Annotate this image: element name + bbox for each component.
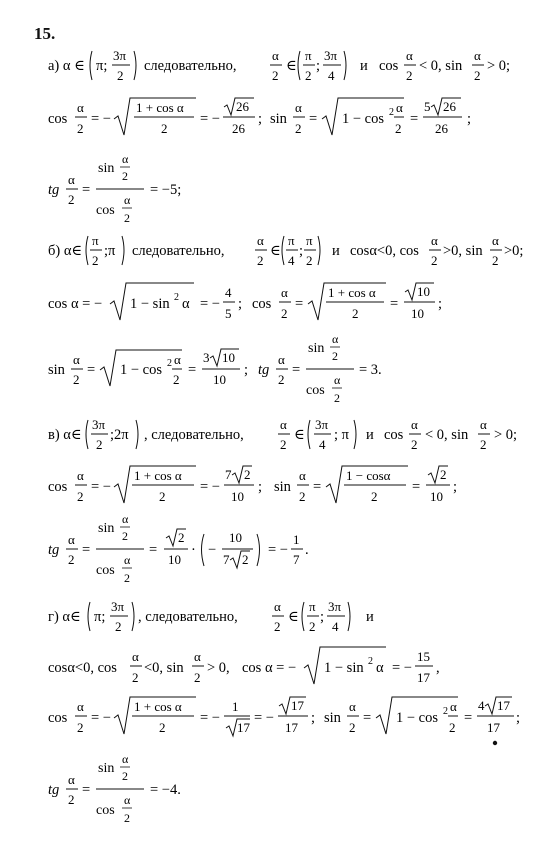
svg-text:α: α [272, 48, 279, 63]
svg-text:∈: ∈ [288, 609, 299, 625]
svg-text:cosα<0, cos: cosα<0, cos [350, 243, 419, 259]
svg-text:10: 10 [168, 552, 181, 567]
svg-text:;: ; [258, 111, 263, 127]
svg-text:, следовательно,: , следовательно, [138, 609, 238, 625]
svg-text:2: 2 [159, 720, 166, 735]
math [48, 228, 524, 274]
svg-text:2: 2 [77, 489, 84, 504]
part-a-line-3 [0, 152, 550, 228]
svg-text:∈: ∈ [294, 427, 305, 443]
svg-text:и: и [360, 58, 368, 74]
svg-text:5: 5 [424, 99, 431, 114]
svg-text:<0, sin: <0, sin [144, 660, 184, 676]
svg-text:7: 7 [225, 467, 232, 482]
svg-text:π;: π; [96, 58, 108, 74]
svg-text:следовательно,: следовательно, [144, 58, 237, 74]
svg-text:2: 2 [272, 68, 279, 83]
svg-text:2: 2 [178, 530, 185, 545]
svg-text:1 − cos: 1 − cos [342, 111, 385, 127]
svg-text:2: 2 [68, 552, 75, 567]
svg-text:1 + cos α: 1 + cos α [328, 285, 376, 300]
svg-text:3π: 3π [92, 417, 106, 432]
svg-text:, следовательно,: , следовательно, [144, 427, 244, 443]
svg-text:2: 2 [443, 706, 448, 717]
svg-text:4: 4 [328, 68, 335, 83]
svg-text:26: 26 [435, 121, 448, 136]
svg-text:>0, sin: >0, sin [443, 243, 483, 259]
svg-text:;: ; [311, 710, 316, 726]
svg-text:2: 2 [431, 253, 438, 268]
part-v-line-3 [0, 512, 550, 588]
svg-text:3π: 3π [324, 48, 338, 63]
svg-text:2: 2 [406, 68, 413, 83]
svg-text:1 + cos α: 1 + cos α [136, 100, 184, 115]
svg-text:2: 2 [389, 107, 394, 118]
svg-text:α: α [182, 296, 190, 312]
svg-text:sin: sin [274, 479, 291, 495]
problem-number: 15. [34, 24, 56, 43]
svg-text:2: 2 [77, 121, 84, 136]
svg-text:α: α [278, 352, 285, 367]
svg-text:2: 2 [132, 670, 139, 685]
svg-text:α: α [77, 468, 84, 483]
svg-text:;: ; [316, 58, 321, 74]
svg-text:π: π [92, 233, 99, 248]
svg-text:α: α [332, 332, 339, 346]
svg-text:26: 26 [236, 99, 249, 114]
svg-text:> 0;: > 0; [494, 427, 518, 443]
svg-text:2: 2 [122, 169, 128, 183]
svg-text:=: = [295, 296, 304, 312]
svg-text:1 − sin: 1 − sin [324, 660, 364, 676]
svg-text:=: = [464, 710, 473, 726]
svg-text:α: α [68, 172, 75, 187]
svg-text:10: 10 [213, 372, 226, 387]
svg-text:tg: tg [258, 362, 270, 378]
svg-text:;: ; [453, 479, 458, 495]
svg-text:2: 2 [124, 211, 130, 225]
math [48, 332, 388, 408]
part-b-line-2 [0, 280, 550, 326]
svg-text:10: 10 [222, 350, 235, 365]
svg-text:cosα<0, cos: cosα<0, cos [48, 660, 117, 676]
math [48, 594, 388, 640]
svg-text:2: 2 [274, 619, 281, 634]
svg-text:= −: = − [91, 479, 111, 495]
svg-text:2: 2 [161, 121, 168, 136]
svg-text:2: 2 [368, 656, 373, 667]
svg-text:sin: sin [98, 161, 115, 176]
svg-text:2: 2 [305, 68, 312, 83]
svg-text:1 − cos: 1 − cos [396, 710, 439, 726]
svg-text:sin: sin [324, 710, 341, 726]
svg-text:= −: = − [268, 542, 288, 558]
svg-text:.: . [305, 542, 309, 558]
svg-text:,: , [436, 660, 440, 676]
svg-text:2: 2 [115, 619, 122, 634]
svg-text:=: = [390, 296, 399, 312]
svg-text:=: = [82, 542, 91, 558]
part-g-line-3 [0, 694, 550, 750]
svg-text:α: α [299, 468, 306, 483]
svg-text:α: α [431, 233, 438, 248]
svg-text:=: = [87, 362, 96, 378]
svg-text:α: α [492, 233, 499, 248]
math [48, 512, 328, 588]
svg-text:4: 4 [332, 619, 339, 634]
svg-text:α: α [376, 660, 384, 676]
svg-text:;: ; [299, 243, 304, 259]
svg-text:2: 2 [411, 437, 418, 452]
svg-text:10: 10 [231, 489, 244, 504]
svg-text:π: π [309, 599, 316, 614]
svg-text:1 − cos: 1 − cos [120, 362, 163, 378]
svg-text:α: α [77, 699, 84, 714]
svg-text:2: 2 [280, 437, 287, 452]
svg-text:cos: cos [96, 203, 115, 218]
svg-text:cos: cos [252, 296, 272, 312]
svg-text:cos: cos [379, 58, 399, 74]
svg-text:26: 26 [232, 121, 245, 136]
svg-text:sin: sin [308, 341, 325, 356]
svg-text:> 0,: > 0, [207, 660, 230, 676]
part-g-line-4 [0, 752, 550, 828]
svg-text:< 0, sin: < 0, sin [425, 427, 469, 443]
svg-text:sin: sin [98, 521, 115, 536]
part-b-line-1 [0, 228, 550, 274]
svg-text:= −: = − [91, 710, 111, 726]
svg-text:2: 2 [334, 391, 340, 405]
svg-text:·: · [191, 542, 196, 558]
svg-text:10: 10 [411, 306, 424, 321]
svg-text:2: 2 [124, 571, 130, 585]
svg-text:1: 1 [232, 699, 239, 714]
svg-text:tg: tg [48, 182, 60, 198]
svg-text:sin: sin [270, 111, 287, 127]
svg-text:cos: cos [384, 427, 404, 443]
svg-text:следовательно,: следовательно, [132, 243, 225, 259]
svg-text:1: 1 [293, 532, 300, 547]
svg-text:2: 2 [194, 670, 201, 685]
svg-text:2: 2 [92, 253, 99, 268]
svg-text:4: 4 [319, 437, 326, 452]
svg-text:=: = [363, 710, 372, 726]
svg-text:α: α [77, 100, 84, 115]
svg-text:;: ; [467, 111, 472, 127]
svg-text:= −: = − [200, 710, 220, 726]
svg-text:α: α [194, 649, 201, 664]
svg-text:2: 2 [278, 372, 285, 387]
part-v-line-2 [0, 463, 550, 509]
svg-text:; π: ; π [334, 427, 349, 443]
svg-text:10: 10 [417, 284, 430, 299]
part-b-line-3 [0, 332, 550, 408]
svg-text:cos: cos [96, 803, 115, 818]
svg-text:а) α ∈: а) α ∈ [48, 58, 85, 74]
svg-text:2: 2 [73, 372, 80, 387]
svg-text:7: 7 [223, 552, 230, 567]
svg-text:2: 2 [474, 68, 481, 83]
svg-text:2: 2 [306, 253, 313, 268]
svg-text:sin: sin [98, 761, 115, 776]
svg-text:2: 2 [173, 372, 180, 387]
math [48, 412, 528, 458]
svg-text:;: ; [516, 710, 521, 726]
svg-text:10: 10 [430, 489, 443, 504]
svg-text:и: и [366, 609, 374, 625]
svg-text:> 0;: > 0; [487, 58, 511, 74]
svg-text:cos: cos [306, 383, 325, 398]
svg-text:2: 2 [257, 253, 264, 268]
svg-text:π: π [288, 233, 295, 248]
svg-text:4: 4 [478, 698, 485, 713]
svg-text:cos: cos [48, 710, 68, 726]
svg-text:2: 2 [480, 437, 487, 452]
svg-text:17: 17 [237, 720, 250, 735]
svg-text:α: α [68, 772, 75, 787]
svg-text:=: = [188, 362, 197, 378]
svg-text:α: α [295, 100, 302, 115]
part-a-line-2 [0, 95, 550, 141]
svg-text:3π: 3π [328, 599, 342, 614]
svg-text:2: 2 [122, 529, 128, 543]
svg-text:= −5;: = −5; [150, 182, 182, 198]
svg-text:2: 2 [299, 489, 306, 504]
part-a-line-1 [0, 43, 550, 87]
svg-text:α: α [73, 352, 80, 367]
svg-text:∈: ∈ [286, 58, 297, 74]
svg-text:2: 2 [96, 437, 103, 452]
svg-text:3π: 3π [113, 48, 127, 63]
svg-text:= −: = − [392, 660, 412, 676]
math [48, 152, 248, 228]
svg-text:10: 10 [229, 530, 242, 545]
part-g-line-2 [0, 644, 550, 690]
svg-text:;: ; [244, 362, 249, 378]
svg-text:α: α [132, 649, 139, 664]
svg-text:17: 17 [285, 720, 298, 735]
svg-text:cos α = −: cos α = − [242, 660, 297, 676]
svg-text:и: и [366, 427, 374, 443]
svg-text:tg: tg [48, 542, 60, 558]
svg-text:2: 2 [124, 811, 130, 825]
svg-text:4: 4 [288, 253, 295, 268]
part-g-line-1 [0, 594, 550, 640]
svg-text:α: α [406, 48, 413, 63]
svg-text:17: 17 [487, 720, 500, 735]
svg-text:α: α [334, 373, 341, 387]
svg-text:17: 17 [291, 698, 304, 713]
svg-text:< 0, sin: < 0, sin [419, 58, 463, 74]
svg-text:17: 17 [497, 698, 510, 713]
svg-text:15: 15 [417, 649, 430, 664]
svg-text:;: ; [238, 296, 243, 312]
svg-text:=: = [292, 362, 301, 378]
svg-text:α: α [411, 417, 418, 432]
svg-text:г) α∈: г) α∈ [48, 609, 81, 625]
math [48, 463, 488, 509]
svg-text:2: 2 [242, 552, 249, 567]
svg-text:=: = [313, 479, 322, 495]
svg-text:α: α [281, 285, 288, 300]
svg-text:α: α [124, 793, 131, 807]
svg-text:2: 2 [371, 489, 378, 504]
svg-text:α: α [274, 599, 281, 614]
svg-text:π;: π; [94, 609, 106, 625]
math [48, 644, 448, 690]
svg-text:=: = [309, 111, 318, 127]
svg-text:3π: 3π [111, 599, 125, 614]
math [48, 694, 521, 750]
svg-text:= −: = − [200, 296, 220, 312]
svg-text:sin: sin [48, 362, 65, 378]
svg-text:= −: = − [200, 479, 220, 495]
svg-text:α: α [124, 553, 131, 567]
svg-text:α: α [174, 352, 181, 367]
svg-text:2: 2 [68, 792, 75, 807]
svg-text:17: 17 [417, 670, 430, 685]
svg-text:1 − cosα: 1 − cosα [346, 468, 391, 483]
svg-text:−: − [208, 542, 217, 558]
svg-text:α: α [257, 233, 264, 248]
svg-text:α: α [122, 512, 129, 526]
svg-text:α: α [480, 417, 487, 432]
svg-text:1 + cos α: 1 + cos α [134, 468, 182, 483]
svg-text:2: 2 [281, 306, 288, 321]
svg-text:2: 2 [492, 253, 499, 268]
svg-text:3π: 3π [315, 417, 329, 432]
svg-text:2: 2 [244, 467, 251, 482]
svg-text:2: 2 [395, 121, 402, 136]
svg-text:=: = [82, 182, 91, 198]
svg-text:cos: cos [48, 111, 68, 127]
svg-text:α: α [450, 699, 457, 714]
svg-text:cos α = −: cos α = − [48, 296, 103, 312]
svg-text:α: α [474, 48, 481, 63]
svg-text:2: 2 [449, 720, 456, 735]
svg-text:α: α [68, 532, 75, 547]
svg-text:2: 2 [332, 349, 338, 363]
svg-text:;: ; [438, 296, 443, 312]
svg-text:7: 7 [293, 552, 300, 567]
svg-text:2: 2 [352, 306, 359, 321]
svg-text:= −: = − [254, 710, 274, 726]
svg-text:2: 2 [77, 720, 84, 735]
svg-text:α: α [122, 152, 129, 166]
svg-text:б) α∈: б) α∈ [48, 243, 83, 259]
math [48, 95, 478, 141]
svg-text:1 − sin: 1 − sin [130, 296, 170, 312]
svg-text:α: α [124, 193, 131, 207]
svg-text:= 3.: = 3. [359, 362, 382, 378]
svg-text:α: α [396, 100, 403, 115]
svg-text:α: α [122, 752, 129, 766]
svg-text:в) α∈: в) α∈ [48, 427, 82, 443]
svg-text:α: α [349, 699, 356, 714]
svg-text:3: 3 [203, 350, 210, 365]
svg-text:2: 2 [117, 68, 124, 83]
svg-text:tg: tg [48, 782, 60, 798]
svg-text:=: = [149, 542, 158, 558]
svg-text:2: 2 [440, 467, 447, 482]
svg-text:cos: cos [96, 563, 115, 578]
svg-text:2: 2 [159, 489, 166, 504]
math [48, 43, 518, 87]
svg-text:4: 4 [225, 285, 232, 300]
svg-text:=: = [410, 111, 419, 127]
svg-text:2: 2 [349, 720, 356, 735]
svg-text:;: ; [320, 609, 325, 625]
svg-text:α: α [280, 417, 287, 432]
math [48, 280, 443, 326]
svg-text:;2π: ;2π [110, 427, 129, 443]
svg-text:π: π [305, 48, 312, 63]
svg-text:1 + cos α: 1 + cos α [134, 699, 182, 714]
svg-text:2: 2 [167, 358, 172, 369]
svg-text:2: 2 [309, 619, 316, 634]
svg-text:2: 2 [174, 292, 179, 303]
svg-text:26: 26 [443, 99, 456, 114]
svg-text:= −: = − [200, 111, 220, 127]
svg-text:π: π [306, 233, 313, 248]
math [48, 752, 248, 828]
svg-text:∈: ∈ [270, 243, 281, 259]
svg-text:;π: ;π [104, 243, 116, 259]
svg-text:=: = [412, 479, 421, 495]
svg-text:2: 2 [122, 769, 128, 783]
svg-text:;: ; [258, 479, 263, 495]
svg-text:= −: = − [91, 111, 111, 127]
svg-text:= −4.: = −4. [150, 782, 181, 798]
svg-text:5: 5 [225, 306, 232, 321]
svg-text:>0;: >0; [504, 243, 524, 259]
svg-text:=: = [82, 782, 91, 798]
part-v-line-1 [0, 412, 550, 458]
svg-text:2: 2 [68, 192, 75, 207]
svg-text:2: 2 [295, 121, 302, 136]
svg-text:и: и [332, 243, 340, 259]
svg-text:cos: cos [48, 479, 68, 495]
